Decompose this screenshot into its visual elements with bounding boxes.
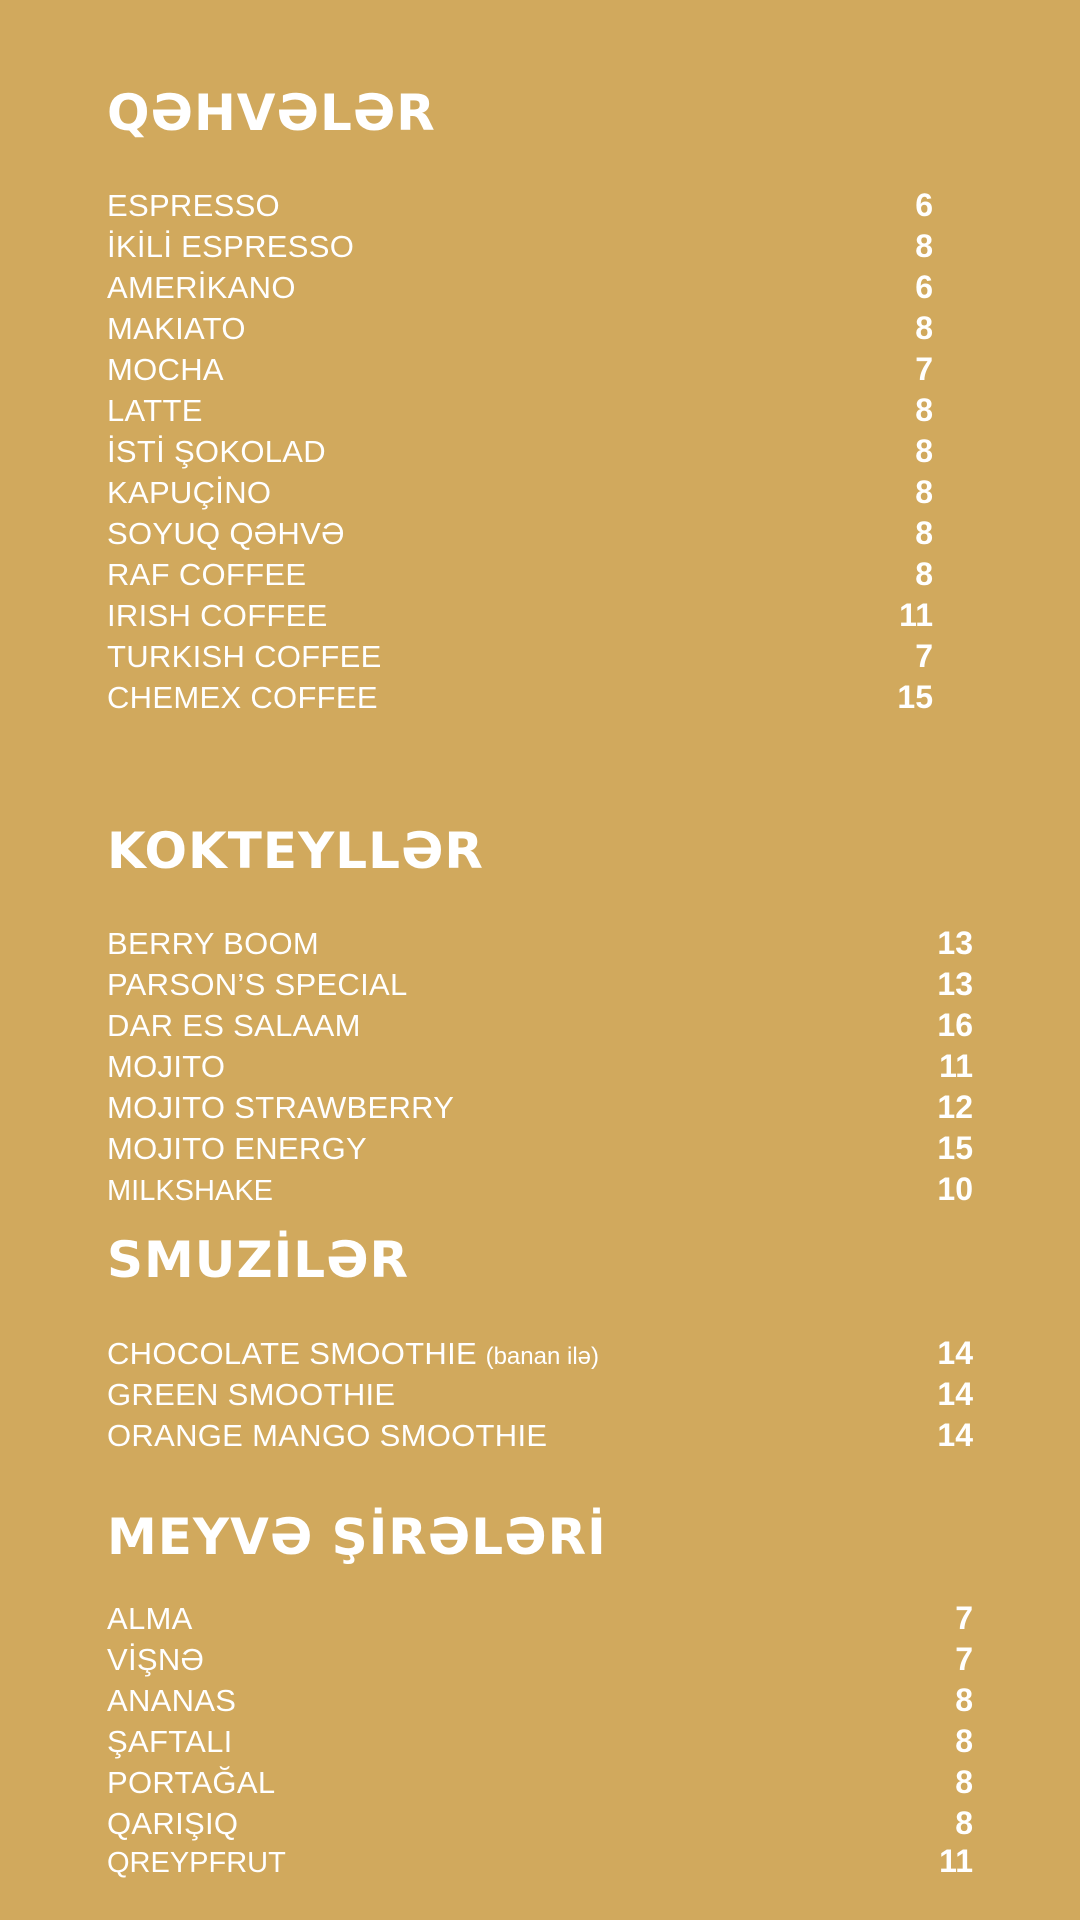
item-price: 7	[915, 351, 933, 387]
item-price: 8	[915, 433, 933, 469]
item-name: AMERİKANO	[107, 270, 296, 305]
list-item	[107, 1803, 973, 1844]
item-name: DAR ES SALAAM	[107, 1008, 361, 1043]
item-name: ESPRESSO	[107, 188, 280, 223]
item-price: 8	[915, 310, 933, 346]
list-item	[107, 1762, 973, 1803]
item-price: 7	[955, 1641, 973, 1677]
list-item	[107, 1680, 973, 1721]
item-price: 11	[939, 1048, 973, 1084]
item-name: MOCHA	[107, 352, 224, 387]
item-name: QREYPFRUT	[107, 1847, 286, 1879]
item-price: 11	[899, 597, 933, 633]
list-item	[107, 472, 933, 513]
item-name: BERRY BOOM	[107, 926, 320, 961]
item-name: İSTİ ŞOKOLAD	[107, 434, 326, 469]
item-name: MAKIATO	[107, 311, 246, 346]
item-name: ALMA	[107, 1601, 193, 1636]
section-title-juices: MEYVƏ ŞİRƏLƏRİ	[107, 1508, 607, 1566]
item-name: MOJITO	[107, 1049, 226, 1084]
list-item	[107, 226, 933, 267]
list-item	[107, 513, 933, 554]
item-price: 13	[937, 966, 973, 1002]
item-price: 6	[915, 269, 933, 305]
list-item	[107, 308, 933, 349]
item-price: 11	[939, 1843, 973, 1879]
list-item	[107, 1046, 973, 1087]
item-note: (banan ilə)	[485, 1343, 599, 1370]
item-name: ANANAS	[107, 1683, 237, 1718]
list-item	[107, 1721, 973, 1762]
item-name: PORTAĞAL	[107, 1765, 276, 1800]
item-price: 12	[937, 1089, 973, 1125]
item-price: 8	[915, 228, 933, 264]
list-item	[107, 554, 933, 595]
list-item	[107, 1128, 973, 1169]
item-price: 8	[955, 1805, 973, 1841]
list-item	[107, 1005, 973, 1046]
item-name: ORANGE MANGO SMOOTHIE	[107, 1418, 548, 1453]
item-name: VİŞNƏ	[107, 1642, 205, 1677]
item-name: TURKISH COFFEE	[107, 639, 382, 674]
item-price: 15	[897, 679, 933, 715]
item-price: 8	[915, 515, 933, 551]
item-price: 10	[937, 1171, 973, 1207]
item-name: IRISH COFFEE	[107, 598, 328, 633]
item-price: 7	[915, 638, 933, 674]
item-name: CHOCOLATE SMOOTHIE	[107, 1336, 477, 1371]
item-price: 7	[955, 1600, 973, 1636]
list-item	[107, 636, 933, 677]
item-price: 8	[915, 556, 933, 592]
item-name: KAPUÇİNO	[107, 475, 272, 510]
item-price: 8	[915, 392, 933, 428]
list-item	[107, 964, 973, 1005]
item-name: CHEMEX COFFEE	[107, 680, 378, 715]
list-item	[107, 923, 973, 964]
item-name: SOYUQ QƏHVƏ	[107, 516, 345, 551]
section-title-smoothies: SMUZİLƏR	[107, 1231, 410, 1289]
list-item	[107, 1639, 973, 1680]
list-item	[107, 1087, 973, 1128]
list-item	[107, 431, 933, 472]
item-name: MOJITO STRAWBERRY	[107, 1090, 455, 1125]
item-price: 13	[937, 925, 973, 961]
list-item	[107, 1169, 973, 1210]
item-name: QARIŞIQ	[107, 1806, 239, 1841]
list-item	[107, 677, 933, 718]
list-item	[107, 267, 933, 308]
list-item	[107, 595, 933, 636]
list-item	[107, 390, 933, 431]
item-price: 14	[937, 1417, 973, 1453]
item-price: 8	[915, 474, 933, 510]
item-name: İKİLİ ESPRESSO	[107, 229, 355, 264]
item-price: 6	[915, 187, 933, 223]
list-item	[107, 1415, 973, 1456]
item-price: 8	[955, 1723, 973, 1759]
list-item	[107, 349, 933, 390]
list-item	[107, 185, 933, 226]
item-price: 14	[937, 1376, 973, 1412]
section-title-coffee: QƏHVƏLƏR	[107, 84, 436, 142]
list-item	[107, 1598, 973, 1639]
item-name: ŞAFTALI	[107, 1724, 233, 1759]
list-item	[107, 1333, 973, 1374]
item-name: MILKSHAKE	[107, 1175, 273, 1207]
list-item	[107, 1841, 973, 1882]
item-price: 8	[955, 1764, 973, 1800]
item-price: 8	[955, 1682, 973, 1718]
item-name: RAF COFFEE	[107, 557, 307, 592]
item-name: MOJITO ENERGY	[107, 1131, 367, 1166]
item-name: GREEN SMOOTHIE	[107, 1377, 396, 1412]
item-price: 14	[937, 1335, 973, 1371]
section-title-cocktails: KOKTEYLLƏR	[107, 822, 484, 880]
list-item	[107, 1374, 973, 1415]
item-price: 16	[937, 1007, 973, 1043]
item-price: 15	[937, 1130, 973, 1166]
item-name: LATTE	[107, 393, 203, 428]
item-name: PARSON’S SPECIAL	[107, 967, 408, 1002]
